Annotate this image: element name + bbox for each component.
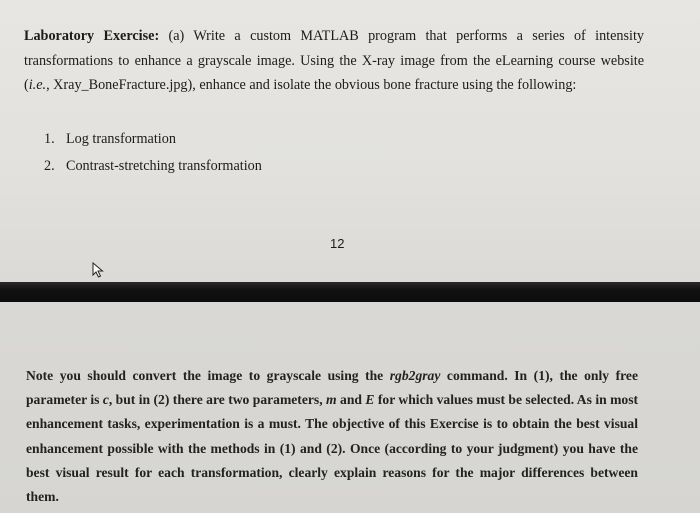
note-text-1: Note you should convert the image to grayscale using the bbox=[26, 368, 390, 383]
intro-text-b: , Xray_BoneFracture.jpg), enhance and isolate the obvious bone fracture using the following: bbox=[46, 77, 577, 93]
note-text-3: , but in (2) there are two parameters, bbox=[108, 392, 327, 408]
list-item-label: Log transformation bbox=[66, 131, 176, 147]
ie-abbrev: i.e. bbox=[28, 77, 47, 93]
rgb2gray-command: rgb2gray bbox=[389, 368, 441, 383]
note-text-6: is to obtain the best visual enhancement possible with the methods in (1) and (2). Once (according to your judgment) you have the best visual result for each transformation, clearly explain reasons for the major differences between them. bbox=[26, 416, 639, 505]
mouse-pointer-icon bbox=[92, 262, 106, 278]
list-item-label: Contrast-stretching transformation bbox=[66, 158, 262, 174]
note-text-2: command. In (1), the only free parameter is bbox=[26, 368, 638, 408]
page-number: 12 bbox=[330, 236, 345, 251]
note-text-4: and bbox=[336, 392, 366, 408]
method-list bbox=[44, 126, 262, 180]
exercise-heading: Laboratory Exercise: bbox=[24, 28, 160, 44]
intro-text-a: (a) Write a custom MATLAB program that performs a series of intensity transformations to enhance a grayscale image. Using the X-ray image from the eLearning course website ( bbox=[24, 28, 644, 93]
page-divider bbox=[0, 282, 700, 302]
list-item bbox=[44, 126, 262, 153]
exercise-word: Exercise bbox=[429, 416, 479, 432]
param-c: c bbox=[102, 392, 109, 408]
note-text-5: for which values must be selected. As in most enhancement tasks, experimentation is a must. The objective of this bbox=[26, 392, 639, 432]
note-paragraph bbox=[26, 364, 638, 509]
param-m: m bbox=[326, 392, 337, 408]
list-item-number: 1. bbox=[44, 131, 55, 147]
list-item-number: 2. bbox=[44, 158, 55, 174]
list-item bbox=[44, 153, 262, 180]
param-e: E bbox=[365, 392, 375, 408]
exercise-intro-paragraph bbox=[24, 24, 644, 98]
